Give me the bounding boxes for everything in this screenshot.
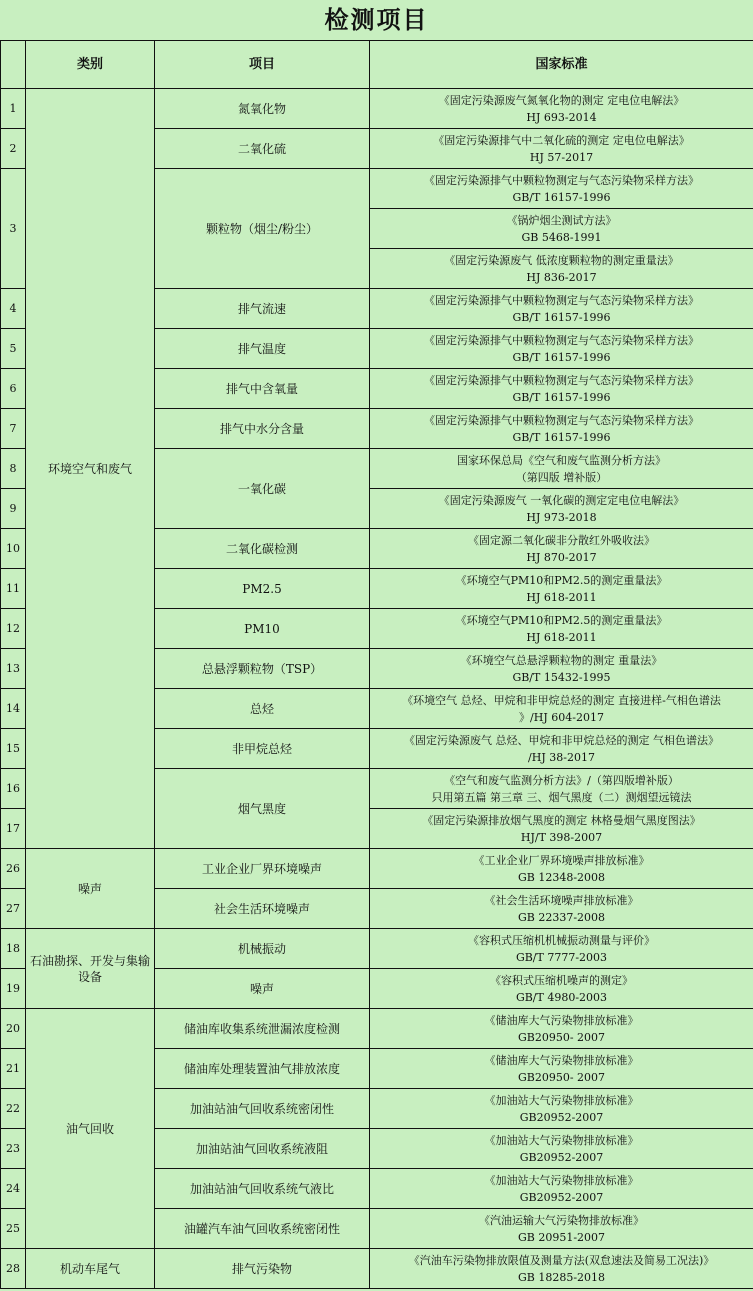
row-number: 11 (1, 569, 26, 609)
item-cell: 排气中含氧量 (155, 369, 370, 409)
row-number: 16 (1, 769, 26, 809)
table-row (1, 89, 753, 129)
standard-cell (370, 89, 753, 129)
standard-title: 《汽油运输大气污染物排放标准》 (479, 1213, 644, 1227)
category-cell: 油气回收 (26, 1009, 155, 1249)
standard-cell (370, 289, 753, 329)
row-number: 19 (1, 969, 26, 1009)
standard-code: GB 5468-1991 (521, 230, 602, 244)
standard-cell (370, 449, 753, 489)
item-cell: 储油库收集系统泄漏浓度检测 (155, 1009, 370, 1049)
row-number: 9 (1, 489, 26, 529)
category-cell: 噪声 (26, 849, 155, 929)
standard-code: HJ 618-2011 (526, 630, 597, 644)
header-category: 类别 (26, 41, 155, 89)
standard-cell (370, 769, 753, 809)
row-number: 14 (1, 689, 26, 729)
item-cell: 加油站油气回收系统液阻 (155, 1129, 370, 1169)
inspection-table (0, 40, 753, 1289)
row-number: 2 (1, 129, 26, 169)
standard-cell (370, 1009, 753, 1049)
standard-code: （第四版 增补版） (515, 470, 608, 484)
standard-code: GB 12348-2008 (517, 870, 606, 884)
row-number: 3 (1, 169, 26, 289)
standard-code: GB/T 7777-2003 (515, 950, 608, 964)
standard-title: 《固定污染源排气中颗粒物测定与气态污染物采样方法》 (424, 413, 699, 427)
standard-title: 《固定污染源废气氮氧化物的测定 定电位电解法》 (438, 93, 685, 107)
standard-title: 《空气和废气监测分析方法》/（第四版增补版） (444, 773, 679, 787)
item-cell: 噪声 (155, 969, 370, 1009)
standard-title: 《环境空气总悬浮颗粒物的测定 重量法》 (460, 653, 663, 667)
row-number: 18 (1, 929, 26, 969)
standard-cell (370, 1089, 753, 1129)
standard-cell (370, 1129, 753, 1169)
standard-cell (370, 609, 753, 649)
row-number: 17 (1, 809, 26, 849)
standard-title: 《汽油车污染物排放限值及测量方法(双怠速法及简易工况法)》 (408, 1253, 715, 1267)
standard-code: GB20950- 2007 (517, 1070, 606, 1084)
row-number: 13 (1, 649, 26, 689)
row-number: 27 (1, 889, 26, 929)
category-cell: 机动车尾气 (26, 1249, 155, 1289)
row-number: 5 (1, 329, 26, 369)
standard-title: 《加油站大气污染物排放标准》 (484, 1093, 639, 1107)
item-cell: 加油站油气回收系统密闭性 (155, 1089, 370, 1129)
standard-cell (370, 1209, 753, 1249)
standard-cell (370, 1049, 753, 1089)
standard-cell (370, 729, 753, 769)
item-cell: 颗粒物（烟尘/粉尘） (155, 169, 370, 289)
standard-code: GB20952-2007 (519, 1190, 604, 1204)
standard-code: HJ 618-2011 (526, 590, 597, 604)
item-cell: 总悬浮颗粒物（TSP） (155, 649, 370, 689)
row-number: 6 (1, 369, 26, 409)
standard-code: HJ/T 398-2007 (520, 830, 603, 844)
row-number: 8 (1, 449, 26, 489)
standard-code: GB 18285-2018 (517, 1270, 606, 1284)
standard-title: 《社会生活环境噪声排放标准》 (484, 893, 639, 907)
standard-code: GB/T 16157-1996 (512, 390, 611, 404)
table-row (1, 1249, 753, 1289)
item-cell: PM2.5 (155, 569, 370, 609)
row-number: 21 (1, 1049, 26, 1089)
standard-cell (370, 369, 753, 409)
standard-title: 《加油站大气污染物排放标准》 (484, 1173, 639, 1187)
standard-cell (370, 649, 753, 689)
standard-title: 《固定污染源排气中颗粒物测定与气态污染物采样方法》 (424, 373, 699, 387)
standard-code: GB/T 16157-1996 (512, 190, 611, 204)
standard-code: GB20952-2007 (519, 1150, 604, 1164)
standard-cell (370, 249, 753, 289)
row-number: 7 (1, 409, 26, 449)
item-cell: 排气中水分含量 (155, 409, 370, 449)
item-cell: 二氧化硫 (155, 129, 370, 169)
standard-title: 《固定污染源废气 一氧化碳的测定定电位电解法》 (438, 493, 685, 507)
standard-code: HJ 870-2017 (526, 550, 597, 564)
standard-title: 《储油库大气污染物排放标准》 (484, 1053, 639, 1067)
standard-cell (370, 409, 753, 449)
standard-cell (370, 929, 753, 969)
category-cell: 环境空气和废气 (26, 89, 155, 849)
standard-title: 《固定污染源排气中颗粒物测定与气态污染物采样方法》 (424, 173, 699, 187)
standard-code: HJ 57-2017 (529, 150, 594, 164)
item-cell: 排气污染物 (155, 1249, 370, 1289)
standard-code: GB 20951-2007 (517, 1230, 606, 1244)
standard-code: HJ 836-2017 (526, 270, 597, 284)
standard-title: 《工业企业厂界环境噪声排放标准》 (473, 853, 650, 867)
table-row (1, 849, 753, 889)
standard-title: 《锅炉烟尘测试方法》 (506, 213, 617, 227)
row-number: 10 (1, 529, 26, 569)
header-row (1, 41, 753, 89)
item-cell: 氮氧化物 (155, 89, 370, 129)
item-cell: 排气温度 (155, 329, 370, 369)
item-cell: 烟气黑度 (155, 769, 370, 849)
row-number: 23 (1, 1129, 26, 1169)
standard-title: 《储油库大气污染物排放标准》 (484, 1013, 639, 1027)
row-number: 26 (1, 849, 26, 889)
header-number (1, 41, 26, 89)
item-cell: 工业企业厂界环境噪声 (155, 849, 370, 889)
row-number: 12 (1, 609, 26, 649)
standard-code: 》/HJ 604-2017 (519, 710, 604, 724)
row-number: 1 (1, 89, 26, 129)
standard-cell (370, 889, 753, 929)
row-number: 15 (1, 729, 26, 769)
row-number: 22 (1, 1089, 26, 1129)
item-cell: 油罐汽车油气回收系统密闭性 (155, 1209, 370, 1249)
standard-cell (370, 529, 753, 569)
standard-code: GB 22337-2008 (517, 910, 606, 924)
category-cell: 石油勘探、开发与集输设备 (26, 929, 155, 1009)
standard-title: 《容积式压缩机噪声的测定》 (490, 973, 633, 987)
table-row (1, 929, 753, 969)
standard-cell (370, 329, 753, 369)
standard-cell (370, 1169, 753, 1209)
item-cell: 非甲烷总烃 (155, 729, 370, 769)
standard-cell (370, 129, 753, 169)
header-item: 项目 (155, 41, 370, 89)
standard-title: 《固定污染源排放烟气黑度的测定 林格曼烟气黑度图法》 (422, 813, 701, 827)
standard-cell (370, 489, 753, 529)
standard-code: GB/T 16157-1996 (512, 350, 611, 364)
table-row (1, 1009, 753, 1049)
item-cell: 排气流速 (155, 289, 370, 329)
standard-cell (370, 569, 753, 609)
item-cell: 社会生活环境噪声 (155, 889, 370, 929)
standard-code: GB20952-2007 (519, 1110, 604, 1124)
row-number: 24 (1, 1169, 26, 1209)
standard-cell (370, 689, 753, 729)
standard-code: HJ 693-2014 (526, 110, 597, 124)
standard-title: 《环境空气PM10和PM2.5的测定重量法》 (455, 613, 668, 627)
item-cell: 二氧化碳检测 (155, 529, 370, 569)
row-number: 20 (1, 1009, 26, 1049)
standard-cell (370, 169, 753, 209)
standard-code: GB/T 15432-1995 (512, 670, 611, 684)
standard-title: 《容积式压缩机机械振动测量与评价》 (468, 933, 655, 947)
standard-title: 《环境空气 总烃、甲烷和非甲烷总烃的测定 直接进样-气相色谱法 (402, 693, 721, 707)
standard-code: GB/T 16157-1996 (512, 310, 611, 324)
standard-title: 国家环保总局《空气和废气监测分析方法》 (457, 453, 666, 467)
standard-code: GB/T 4980-2003 (515, 990, 608, 1004)
item-cell: 一氧化碳 (155, 449, 370, 529)
standard-title: 《固定源二氧化碳非分散红外吸收法》 (468, 533, 655, 547)
standard-cell (370, 809, 753, 849)
item-cell: 总烃 (155, 689, 370, 729)
standard-title: 《固定污染源排气中颗粒物测定与气态污染物采样方法》 (424, 293, 699, 307)
item-cell: 机械振动 (155, 929, 370, 969)
standard-code: HJ 973-2018 (526, 510, 597, 524)
standard-title: 《固定污染源排气中二氧化硫的测定 定电位电解法》 (433, 133, 690, 147)
row-number: 25 (1, 1209, 26, 1249)
standard-title: 《固定污染源排气中颗粒物测定与气态污染物采样方法》 (424, 333, 699, 347)
row-number: 28 (1, 1249, 26, 1289)
row-number: 4 (1, 289, 26, 329)
header-standard: 国家标准 (370, 41, 753, 89)
standard-code: 只用第五篇 第三章 三、烟气黑度（二）测烟望远镜法 (431, 790, 692, 804)
standard-code: /HJ 38-2017 (528, 750, 595, 764)
standard-title: 《固定污染源废气 总烃、甲烷和非甲烷总烃的测定 气相色谱法》 (404, 733, 719, 747)
page-title: 检测项目 (324, 5, 429, 34)
standard-cell (370, 1249, 753, 1289)
standard-code: GB20950- 2007 (517, 1030, 606, 1044)
standard-code: GB/T 16157-1996 (512, 430, 611, 444)
standard-title: 《加油站大气污染物排放标准》 (484, 1133, 639, 1147)
table-body (1, 89, 753, 1289)
standard-title: 《环境空气PM10和PM2.5的测定重量法》 (455, 573, 668, 587)
standard-cell (370, 969, 753, 1009)
standard-cell (370, 209, 753, 249)
standard-cell (370, 849, 753, 889)
item-cell: 加油站油气回收系统气液比 (155, 1169, 370, 1209)
item-cell: PM10 (155, 609, 370, 649)
item-cell: 储油库处理装置油气排放浓度 (155, 1049, 370, 1089)
standard-title: 《固定污染源废气 低浓度颗粒物的测定重量法》 (444, 253, 679, 267)
